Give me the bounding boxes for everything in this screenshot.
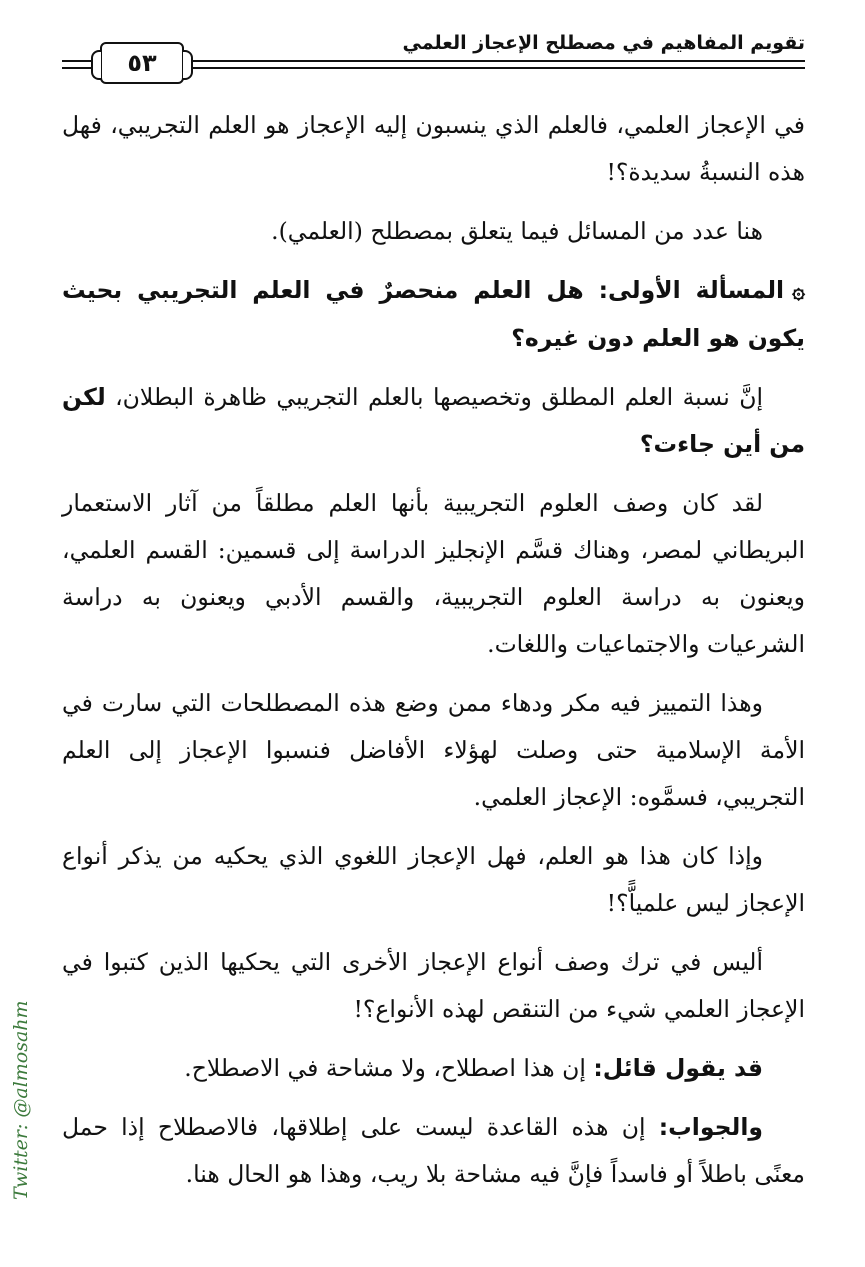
origin-statement: إنَّ نسبة العلم المطلق وتخصيصها بالعلم التجريبي ظاهرة البطلان، bbox=[115, 383, 763, 411]
issue-heading bbox=[62, 267, 805, 362]
ornament-icon: ۞ bbox=[792, 279, 805, 304]
paragraph-continuation: في الإعجاز العلمي، فالعلم الذي ينسبون إليه الإعجاز هو العلم التجريبي، فهل هذه النسبةُ سديدة؟! bbox=[62, 111, 805, 186]
origin-question: لكن من أين جاءت؟ bbox=[62, 383, 805, 458]
objection-text: إن هذا اصطلاح، ولا مشاحة في الاصطلاح. bbox=[184, 1054, 586, 1082]
page-number: ٥٣ bbox=[100, 42, 184, 84]
twitter-watermark: Twitter: @almosahm bbox=[10, 1000, 32, 1200]
paragraph-intro: هنا عدد من المسائل فيما يتعلق بمصطلح (العلمي). bbox=[271, 217, 763, 245]
answer-label: والجواب: bbox=[658, 1113, 763, 1141]
paragraph-linguistic: وإذا كان هذا هو العلم، فهل الإعجاز اللغوي الذي يحكيه من يذكر أنواع الإعجاز ليس علمياًّ؟! bbox=[62, 842, 805, 917]
header-rule-top-right bbox=[192, 60, 805, 62]
paragraph-objection bbox=[62, 1045, 805, 1092]
answer-text: إن هذه القاعدة ليست على إطلاقها، فالاصطلاح إذا حمل معنًى باطلاً أو فاسداً فإنَّ فيه مشاحة بلا ريب، وهذا هو الحال هنا. bbox=[62, 1113, 805, 1188]
paragraph-distinction: وهذا التمييز فيه مكر ودهاء ممن وضع هذه المصطلحات التي سارت في الأمة الإسلامية حتى وصلت لهؤلاء الأفاضل فنسبوا الإعجاز إلى العلم التجريبي، فسمَّوه: الإعجاز العلمي. bbox=[62, 689, 805, 811]
objection-label: قد يقول قائل: bbox=[593, 1054, 763, 1082]
header-rule-bottom-right bbox=[192, 67, 805, 69]
paragraph-origin-question bbox=[62, 374, 805, 468]
paragraph-colonial-history: لقد كان وصف العلوم التجريبية بأنها العلم مطلقاً من آثار الاستعمار البريطاني لمصر، وهناك قسَّم الإنجليز الدراسة إلى قسمين: القسم العلمي، ويعنون به دراسة العلوم التجريبية، والقسم الأدبي ويعنون به دراسة الشرعيات والاجتماعيات واللغات. bbox=[62, 489, 805, 658]
paragraph-other-types: أليس في ترك وصف أنواع الإعجاز الأخرى التي يحكيها الذين كتبوا في الإعجاز العلمي شيء من التنقص لهذه الأنواع؟! bbox=[62, 948, 805, 1023]
page-header bbox=[62, 30, 805, 90]
running-title: تقويم المفاهيم في مصطلح الإعجاز العلمي bbox=[402, 32, 805, 54]
page-body bbox=[62, 102, 805, 1198]
paragraph-answer bbox=[62, 1104, 805, 1198]
issue-heading-text: المسألة الأولى: هل العلم منحصرٌ في العلم التجريبي بحيث يكون هو العلم دون غيره؟ bbox=[62, 276, 805, 352]
